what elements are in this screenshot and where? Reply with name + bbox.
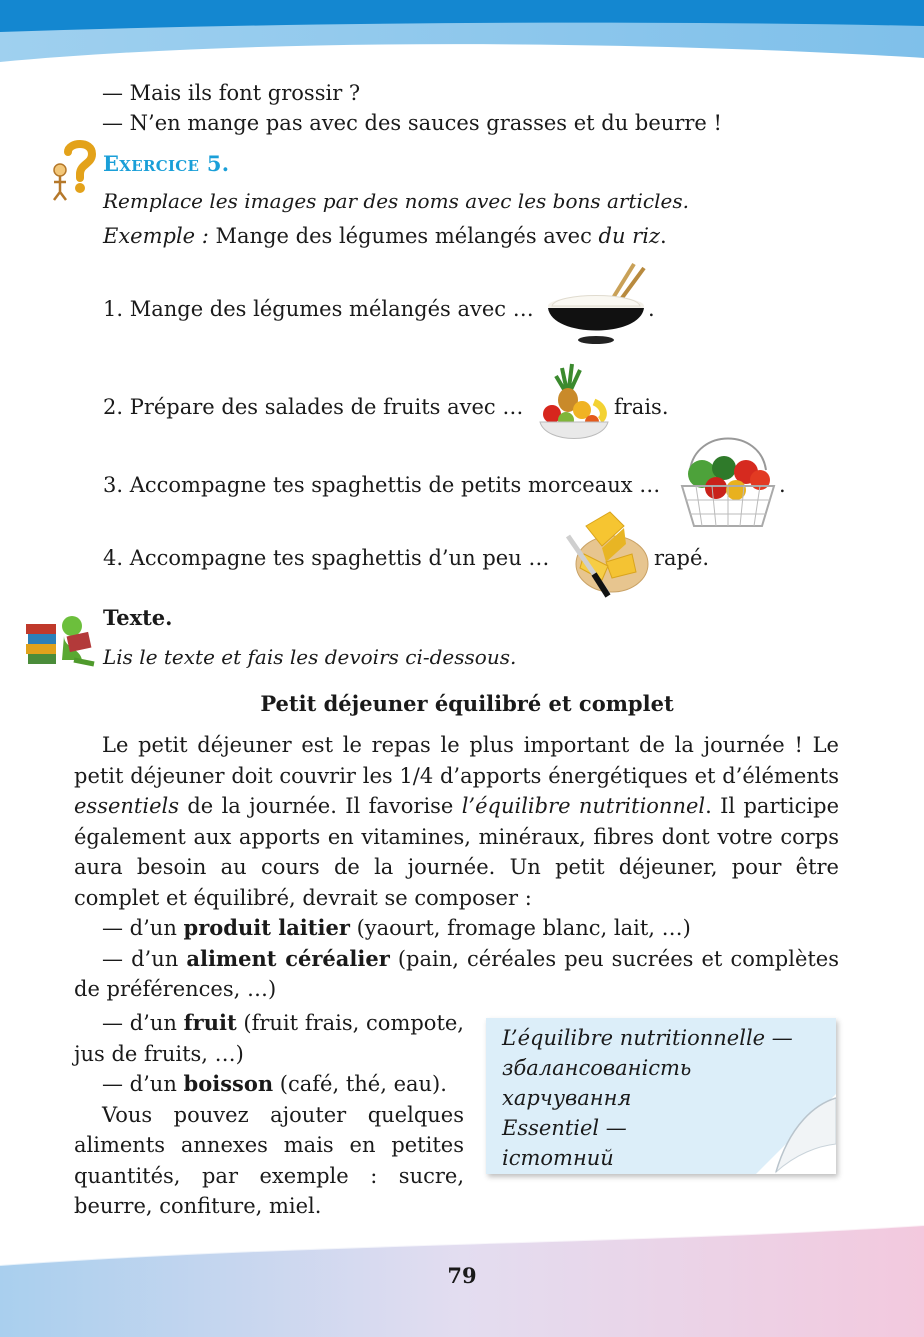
text-span: — d’un (102, 1072, 184, 1096)
text-span: — d’un (102, 1011, 184, 1035)
bold-term: aliment céréalier (186, 945, 390, 971)
exercise-item-4: 4. Accompagne tes spaghettis d’un peu … (103, 546, 550, 570)
vegetable-basket-icon (676, 430, 780, 530)
reading-character-icon (24, 608, 96, 668)
exercise-example (103, 221, 667, 251)
list-item (74, 1008, 464, 1069)
example-label: Exemple : (103, 224, 209, 248)
exercise-item-3-suffix: . (779, 473, 786, 497)
fruit-bowl-icon (538, 362, 610, 444)
rice-bowl-icon (546, 262, 648, 346)
exercise-item-1: 1. Mange des légumes mélangés avec … (103, 297, 534, 321)
texte-instruction: Lis le texte et fais les devoirs ci-dessous. (103, 645, 517, 669)
dialogue-line: — N’en mange pas avec des sauces grasses et du beurre ! (102, 111, 722, 135)
term-essentiels: essentiels (74, 794, 180, 818)
reading-text-narrow (74, 1008, 464, 1222)
text-span: de la journée. Il favorise (179, 794, 462, 818)
text-span: (café, thé, eau). (273, 1072, 447, 1096)
list-item (74, 1069, 464, 1100)
page-number: 79 (447, 1263, 477, 1288)
bold-term: boisson (183, 1071, 274, 1096)
exercise-item-1-suffix: . (648, 297, 655, 321)
glossary-line: збалансованість (502, 1056, 692, 1080)
glossary-note (486, 1018, 836, 1174)
example-answer: du riz (598, 224, 660, 248)
glossary-line: Essentiel — (502, 1116, 627, 1140)
reading-paragraph: Vous pouvez ajouter quelques aliments annexes mais en petites quantités, par exemple : sucre, beurre, confiture, miel. (74, 1102, 464, 1218)
page-curl-icon (756, 1094, 836, 1174)
text-span: — d’un (102, 916, 184, 940)
term-equilibre: l’équilibre nutritionnel (461, 794, 706, 818)
example-text: Mange des légumes mélangés avec (208, 224, 599, 248)
bold-term: fruit (183, 1010, 237, 1035)
top-decorative-band (0, 0, 924, 90)
text-span: (fruit frais, compote, jus de fruits, …) (74, 1011, 464, 1066)
exercise-item-3: 3. Accompagne tes spaghettis de petits morceaux … (103, 473, 661, 497)
exercise-title: Exercice 5. (103, 151, 230, 176)
text-span: (pain, céréales peu sucrées et complètes de préférences, …) (74, 946, 840, 1001)
exercise-instruction: Remplace les images par des noms avec les bons articles. (103, 189, 689, 213)
glossary-line: L’équilibre nutritionnelle — (502, 1026, 793, 1050)
text-span: (yaourt, fromage blanc, lait, …) (349, 916, 691, 940)
glossary-line: харчування (502, 1086, 632, 1110)
text-span: . Il participe également aux apports en vitamines, minéraux, fibres dont votre corps aura besoin au cours de la journée. Un petit déjeuner, pour être complet et équilibré, devrait se composer : (74, 794, 839, 910)
text-span: — d’un (102, 946, 187, 971)
reading-title: Petit déjeuner équilibré et complet (260, 691, 674, 716)
texte-title: Texte. (103, 605, 173, 630)
text-span: Le petit déjeuner est le repas le plus important de la journée ! Le petit déjeuner doit couvrir les 1/4 d’apports énergétiques et d’éléments (74, 733, 839, 788)
exercise-item-2-suffix: frais. (614, 395, 669, 419)
dialogue-line: — Mais ils font grossir ? (102, 81, 361, 105)
list-item (74, 944, 839, 1005)
reading-text (74, 730, 839, 1005)
example-end: . (660, 224, 667, 248)
reading-paragraph (74, 730, 839, 913)
exercise-item-2: 2. Prépare des salades de fruits avec … (103, 395, 524, 419)
list-item (74, 913, 839, 944)
question-mark-character-icon (48, 138, 100, 204)
cheese-board-icon (562, 506, 650, 600)
bold-term: produit laitier (183, 915, 350, 940)
glossary-line: істотний (502, 1146, 614, 1170)
exercise-item-4-suffix: rapé. (654, 546, 710, 570)
